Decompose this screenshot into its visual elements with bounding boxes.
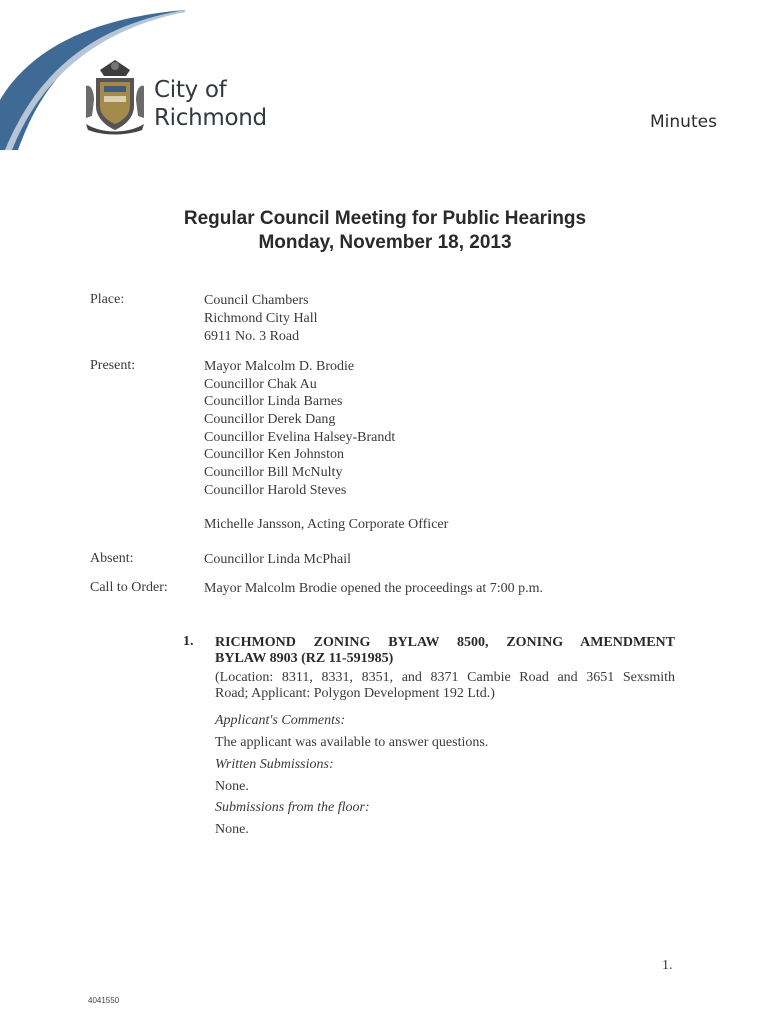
attendee: Mayor Malcolm D. Brodie	[204, 359, 355, 374]
item-heading: RICHMOND ZONING BYLAW 8500, ZONING AMENDMENT	[215, 635, 675, 650]
attendee: Councillor Chak Au	[204, 377, 317, 392]
call-to-order-label: Call to Order:	[90, 580, 168, 595]
attendee: Councillor Evelina Halsey-Brandt	[204, 430, 396, 445]
item-location-continued: Road; Applicant: Polygon Development 192 Ltd.)	[215, 686, 495, 701]
written-submissions-heading: Written Submissions:	[215, 757, 334, 772]
attendee: Councillor Harold Steves	[204, 483, 347, 498]
call-to-order-value: Mayor Malcolm Brodie opened the proceedings at 7:00 p.m.	[204, 581, 544, 596]
floor-submissions-text: None.	[215, 822, 249, 837]
applicant-comments-text: The applicant was available to answer questions.	[215, 735, 489, 750]
logo-city-text: City of	[154, 77, 227, 103]
absent-label: Absent:	[90, 551, 134, 566]
attendee: Councillor Ken Johnston	[204, 447, 344, 462]
attendee: Councillor Bill McNulty	[204, 465, 343, 480]
present-label: Present:	[90, 358, 136, 373]
meeting-title: Regular Council Meeting for Public Hearings	[183, 208, 587, 229]
logo-richmond-text: Richmond	[154, 105, 267, 131]
item-heading-continued: BYLAW 8903 (RZ 11-591985)	[215, 651, 394, 666]
written-submissions-text: None.	[215, 779, 249, 794]
item-location: (Location: 8311, 8331, 8351, and 8371 Cambie Road and 3651 Sexsmith	[215, 670, 675, 685]
absent-value: Councillor Linda McPhail	[204, 552, 351, 567]
city-crest-icon	[82, 56, 148, 136]
place-line: Council Chambers	[204, 293, 309, 308]
staff-attendee: Michelle Jansson, Acting Corporate Officer	[204, 517, 449, 532]
item-number: 1.	[183, 634, 194, 649]
meeting-date: Monday, November 18, 2013	[258, 232, 512, 253]
attendee: Councillor Derek Dang	[204, 412, 336, 427]
attendee: Councillor Linda Barnes	[204, 394, 343, 409]
place-label: Place:	[90, 292, 125, 307]
floor-submissions-heading: Submissions from the floor:	[215, 800, 370, 815]
page-number: 1.	[662, 958, 673, 973]
document-type: Minutes	[650, 112, 717, 132]
applicant-comments-heading: Applicant's Comments:	[215, 713, 346, 728]
document-id: 4041550	[88, 996, 120, 1005]
place-line: Richmond City Hall	[204, 311, 318, 326]
place-line: 6911 No. 3 Road	[204, 329, 300, 344]
